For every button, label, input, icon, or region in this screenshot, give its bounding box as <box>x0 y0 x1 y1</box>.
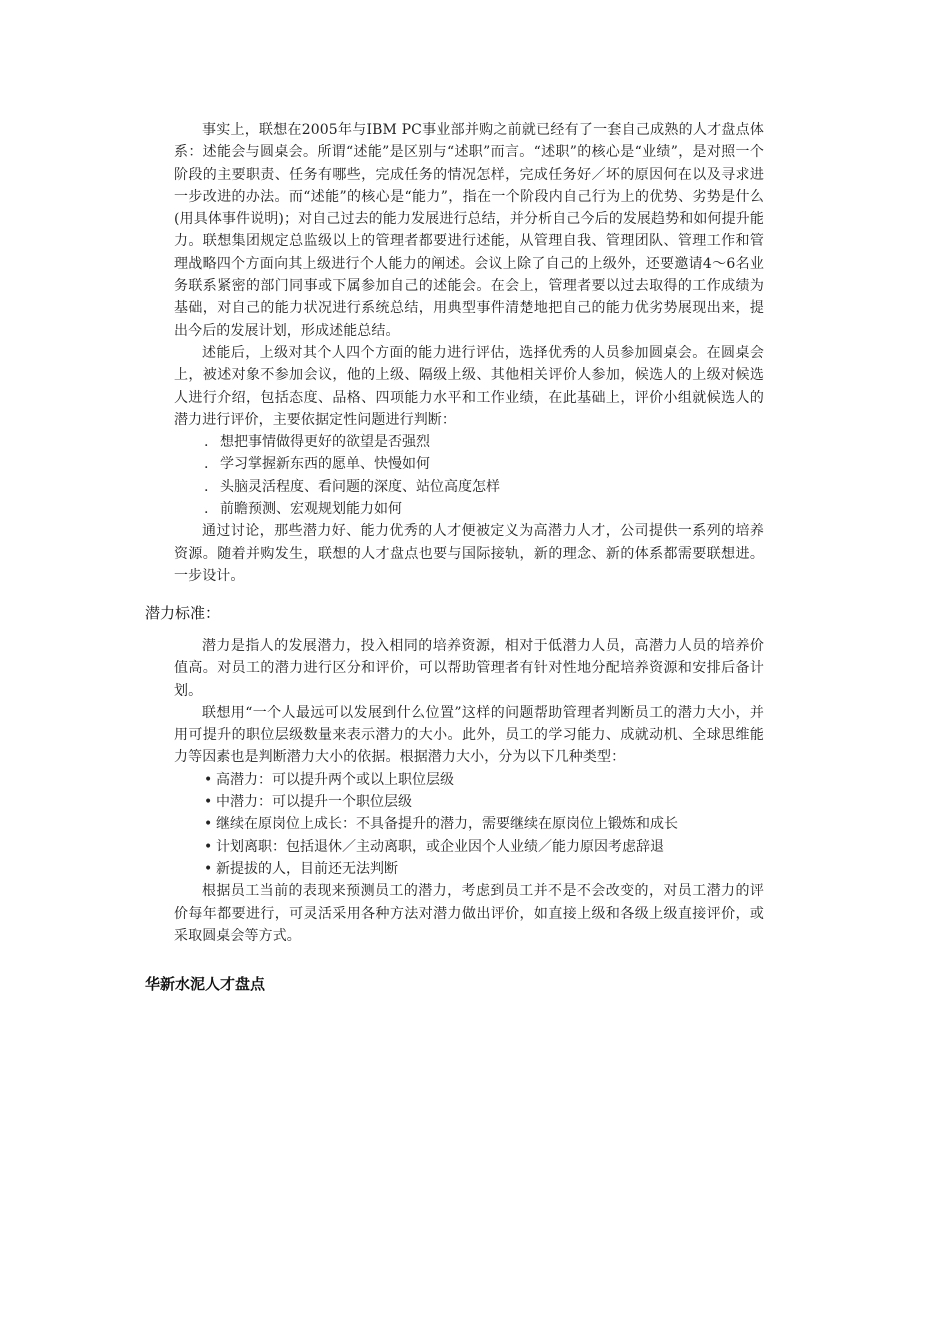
bullet-marker: . <box>204 478 209 495</box>
paragraph-potential-judgement: 联想用“一个人最远可以发展到什么位置”这样的问题帮助管理者判断员工的潜力大小，并用可提升的职位层级数量来表示潜力的大小。此外，员工的学习能力、成就动机、全球思维能力等因素也是判断潜力大小的依据。根据潜力大小，分为以下几种类型： <box>174 704 764 766</box>
list-item: . 想把事情做得更好的欲望是否强烈 <box>174 431 764 453</box>
bullet-marker: • <box>204 860 213 877</box>
bullet-marker: • <box>204 771 213 788</box>
list-item: . 学习掌握新东西的愿单、快慢如何 <box>174 453 764 475</box>
paragraph-annual-evaluation: 根据员工当前的表现来预测员工的潜力，考虑到员工并不是不会改变的，对员工潜力的评价每年都要进行，可灵活采用各种方法对潜力做出评价，如直接上级和各级上级直接评价，或采取圆桌会等方式。 <box>174 883 764 944</box>
potential-type-list <box>174 769 764 880</box>
list-item: • 高潜力：可以提升两个或以上职位层级 <box>174 769 764 791</box>
lenovo-talent-review-section <box>174 119 764 587</box>
bullet-marker: • <box>204 838 213 855</box>
list-item: • 中潜力：可以提升一个职位层级 <box>174 791 764 813</box>
list-item: • 新提拔的人，目前还无法判断 <box>174 858 764 880</box>
list-item: . 头脑灵活程度、看问题的深度、站位高度怎样 <box>174 476 764 498</box>
bullet-marker: . <box>204 434 209 451</box>
heading-huaxin-talent-review: 华新水泥人才盘点 <box>145 975 266 993</box>
bullet-marker: • <box>204 816 213 833</box>
bullet-marker: . <box>204 501 209 518</box>
heading-potential-standard: 潜力标准： <box>145 604 221 622</box>
paragraph-roundtable: 述能后，上级对其个人四个方面的能力进行评估，选择优秀的人员参加圆桌会。在圆桌会上，被述对象不参加会议，他的上级、隔级上级、其他相关评价人参加，候选人的上级对候选人进行介绍，包括态度、品格、四项能力水平和工作业绩，在此基础上，评价小组就候选人的潜力进行评价，主要依据定性问题进行判断： <box>174 344 764 428</box>
paragraph-potential-definition: 潜力是指人的发展潜力，投入相同的培养资源，相对于低潜力人员，高潜力人员的培养价值高。对员工的潜力进行区分和评价，可以帮助管理者有针对性地分配培养资源和安排后备计划。 <box>174 638 764 699</box>
potential-question-list <box>174 431 764 520</box>
list-item: . 前瞻预测、宏观规划能力如何 <box>174 498 764 520</box>
list-item: • 继续在原岗位上成长：不具备提升的潜力，需要继续在原岗位上锻炼和成长 <box>174 813 764 835</box>
potential-standard-section <box>174 635 764 947</box>
paragraph-shuneng-intro: 事实上，联想在2005年与IBM PC事业部并购之前就已经有了一套自己成熟的人才盘点体系：述能会与圆桌会。所谓“述能”是区别与“述职”而言。“述职”的核心是“业绩”，是对照一个阶段的主要职责、任务有哪些，完成任务的情况怎样，完成任务好／坏的原因何在以及寻求进一步改进的办法。而“述能”的核心是“能力”，指在一个阶段内自己行为上的优势、劣势是什么(用具体事件说明)；对自己过去的能力发展进行总结，并分析自己今后的发展趋势和如何提升能力。联想集团规定总监级以上的管理者都要进行述能，从管理自我、管理团队、管理工作和管理战略四个方面向其上级进行个人能力的阐述。会议上除了自己的上级外，还要邀请4～6名业务联系紧密的部门同事或下属参加自己的述能会。在会上，管理者要以过去取得的工作成绩为基础，对自己的能力状况进行系统总结，用典型事件清楚地把自己的能力优劣势展现出来，提出今后的发展计划，形成述能总结。 <box>174 122 764 339</box>
paragraph-high-potential: 通过讨论，那些潜力好、能力优秀的人才便被定义为高潜力人才，公司提供一系列的培养资源。随着并购发生，联想的人才盘点也要与国际接轨，新的理念、新的体系都需要联想进。一步设计。 <box>174 523 764 584</box>
list-item: • 计划离职：包括退休／主动离职，或企业因个人业绩／能力原因考虑辞退 <box>174 836 764 858</box>
bullet-marker: . <box>204 456 209 473</box>
bullet-marker: • <box>204 794 213 811</box>
